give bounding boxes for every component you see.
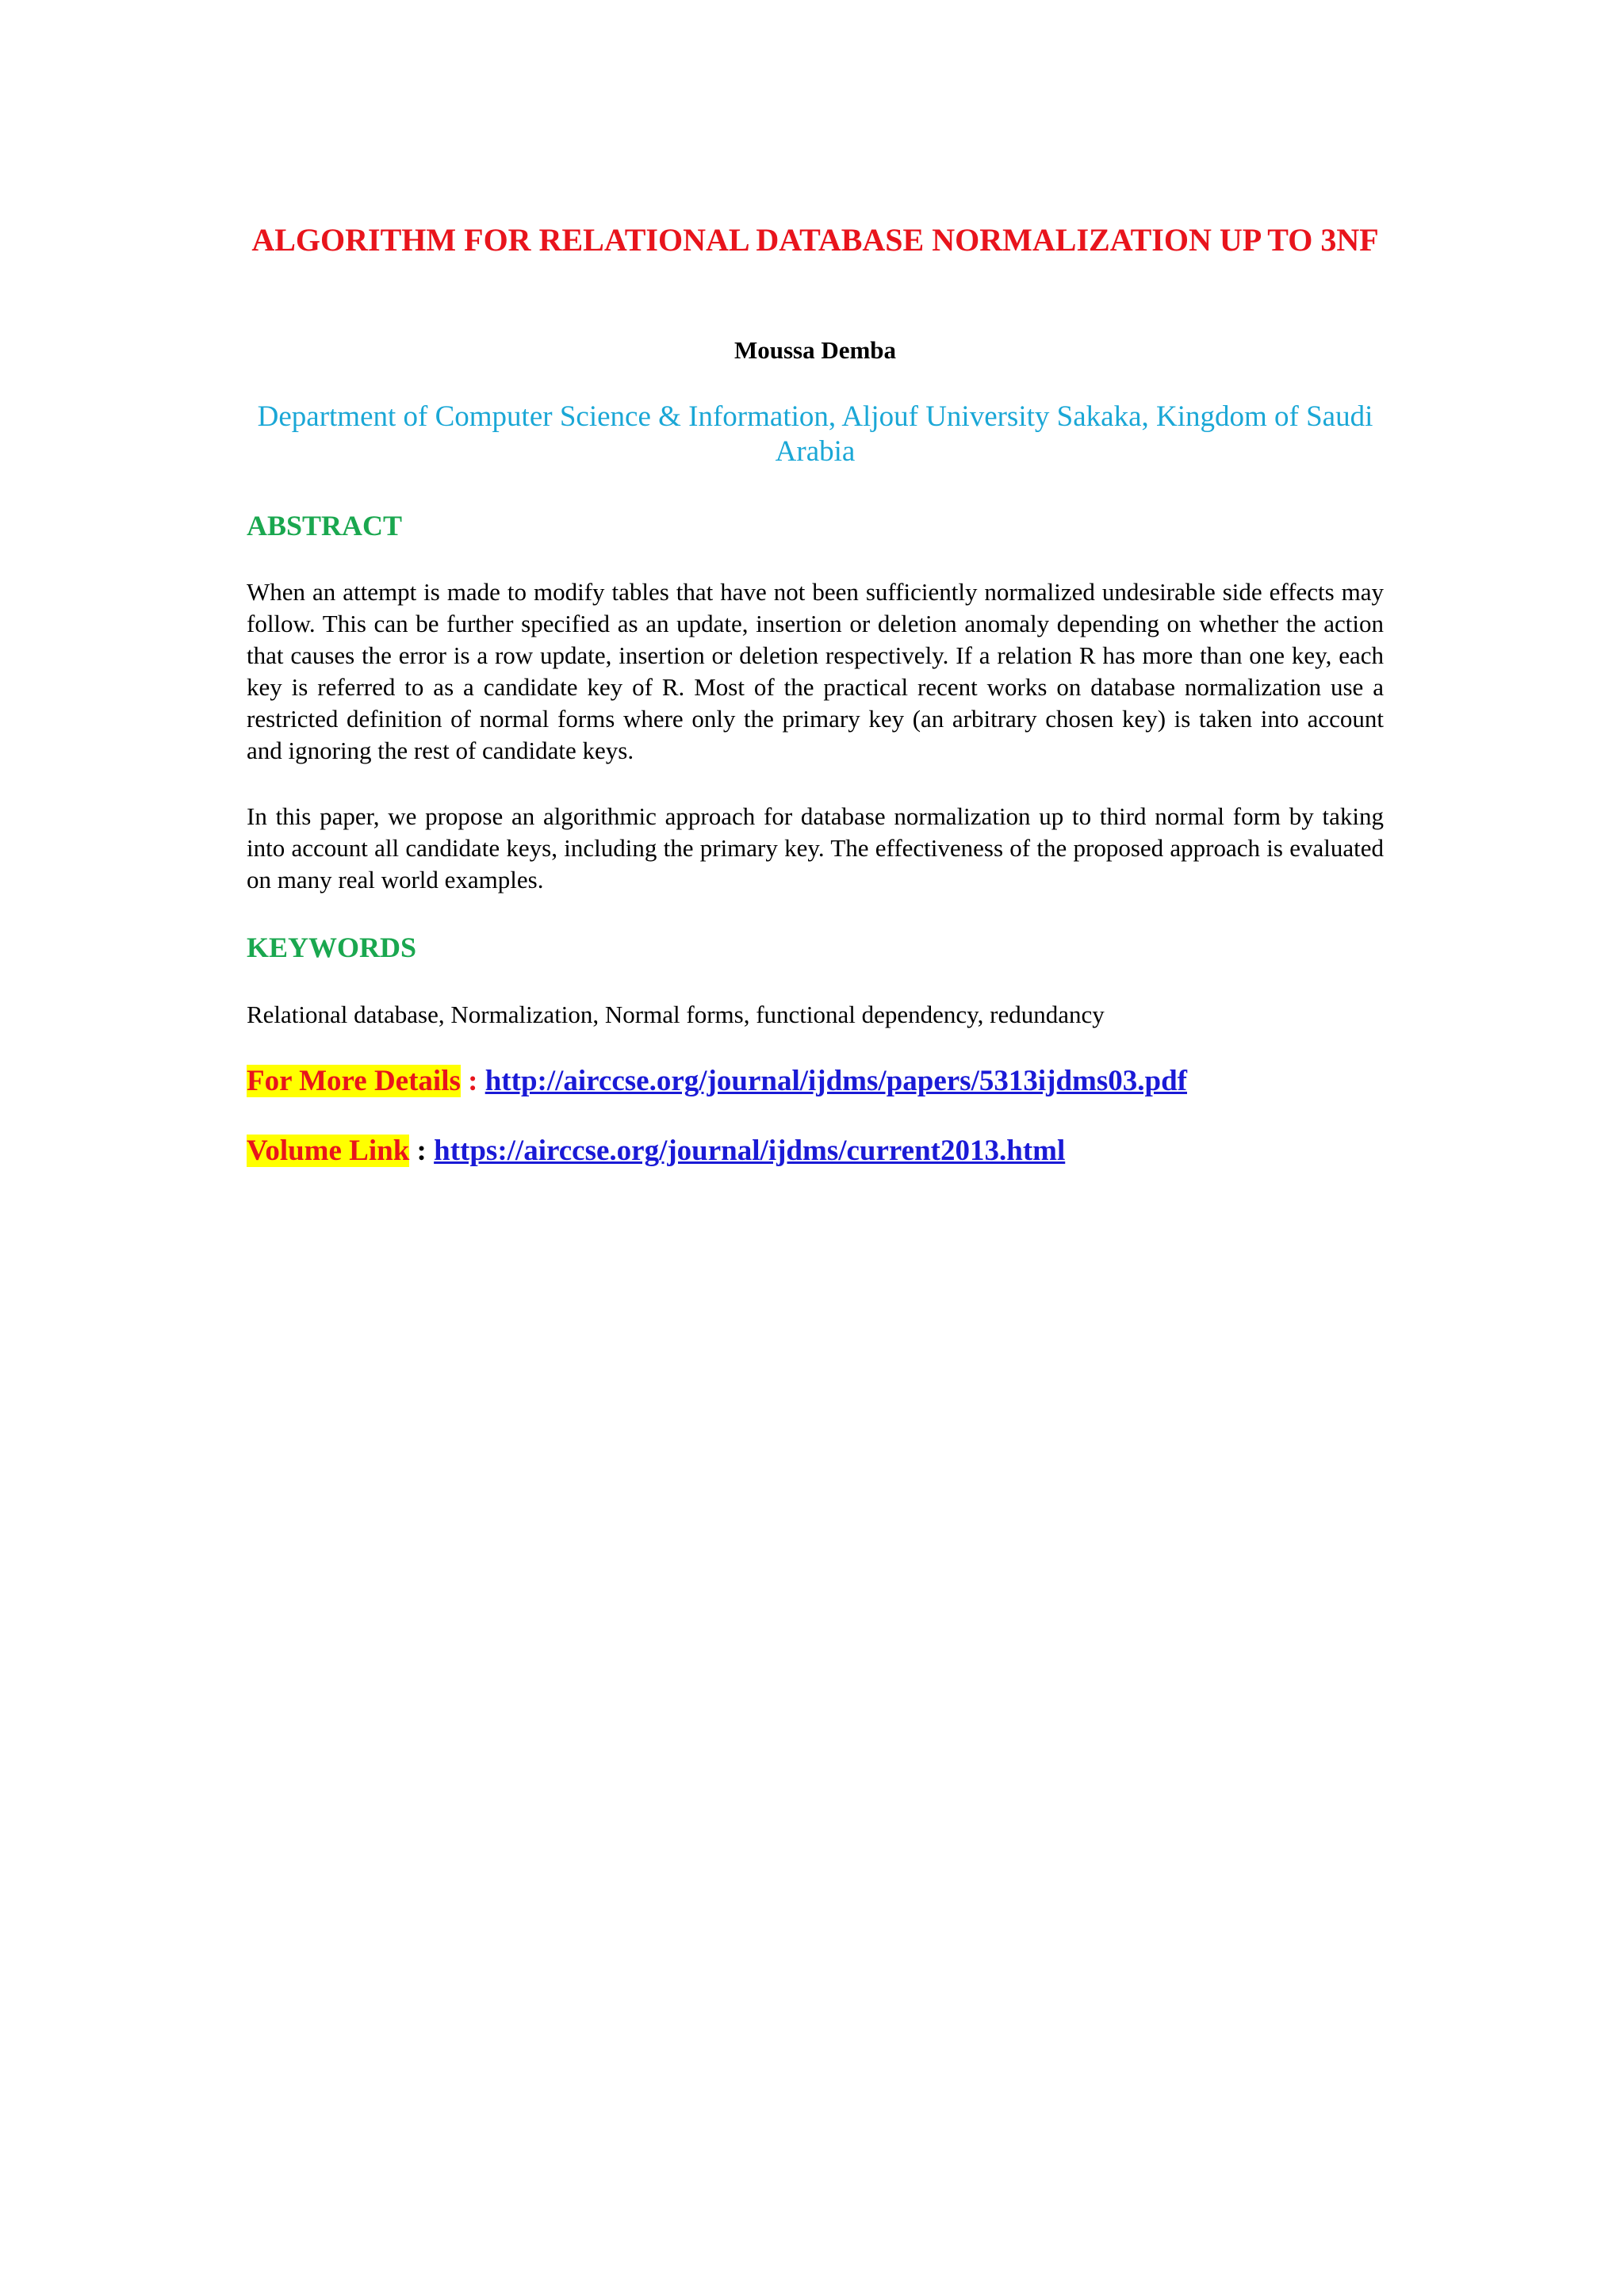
abstract-heading: ABSTRACT: [247, 510, 403, 541]
more-details-line: [247, 1064, 1384, 1099]
volume-link-line: [247, 1134, 1384, 1169]
paper-title: ALGORITHM FOR RELATIONAL DATABASE NORMALIZATION UP TO 3NF: [251, 222, 1379, 258]
more-details-label: For More Details: [247, 1065, 461, 1097]
abstract-paragraph-2: In this paper, we propose an algorithmic approach for database normalization up to third normal form by taking into account all candidate keys, including the primary key. The effectiveness of the proposed approach is evaluated on many real world examples.: [247, 802, 1384, 894]
abstract-paragraph-1: When an attempt is made to modify tables that have not been sufficiently normalized undesirable side effects may follow. This can be further specified as an update, insertion or deletion anomaly depending on whether the action that causes the error is a row update, insertion or deletion respectively. If a relation R has more than one key, each key is referred to as a candidate key of R. Most of the practical recent works on database normalization use a restricted definition of normal forms where only the primary key (an arbitrary chosen key) is taken into account and ignoring the rest of candidate keys.: [247, 578, 1384, 764]
volume-link[interactable]: https://airccse.org/journal/ijdms/current2013.html: [434, 1135, 1066, 1167]
more-details-separator: :: [460, 1065, 485, 1097]
author-name: Moussa Demba: [733, 336, 897, 364]
keywords-heading: KEYWORDS: [247, 932, 417, 963]
author-affiliation: Department of Computer Science & Information, Aljouf University Sakaka, Kingdom of Saudi Arabia: [257, 400, 1373, 468]
keywords-list: Relational database, Normalization, Normal forms, functional dependency, redundancy: [247, 1001, 1105, 1028]
volume-link-label: Volume Link: [247, 1135, 410, 1167]
volume-link-separator: :: [409, 1135, 435, 1167]
more-details-link[interactable]: http://airccse.org/journal/ijdms/papers/5313ijdms03.pdf: [485, 1065, 1187, 1097]
